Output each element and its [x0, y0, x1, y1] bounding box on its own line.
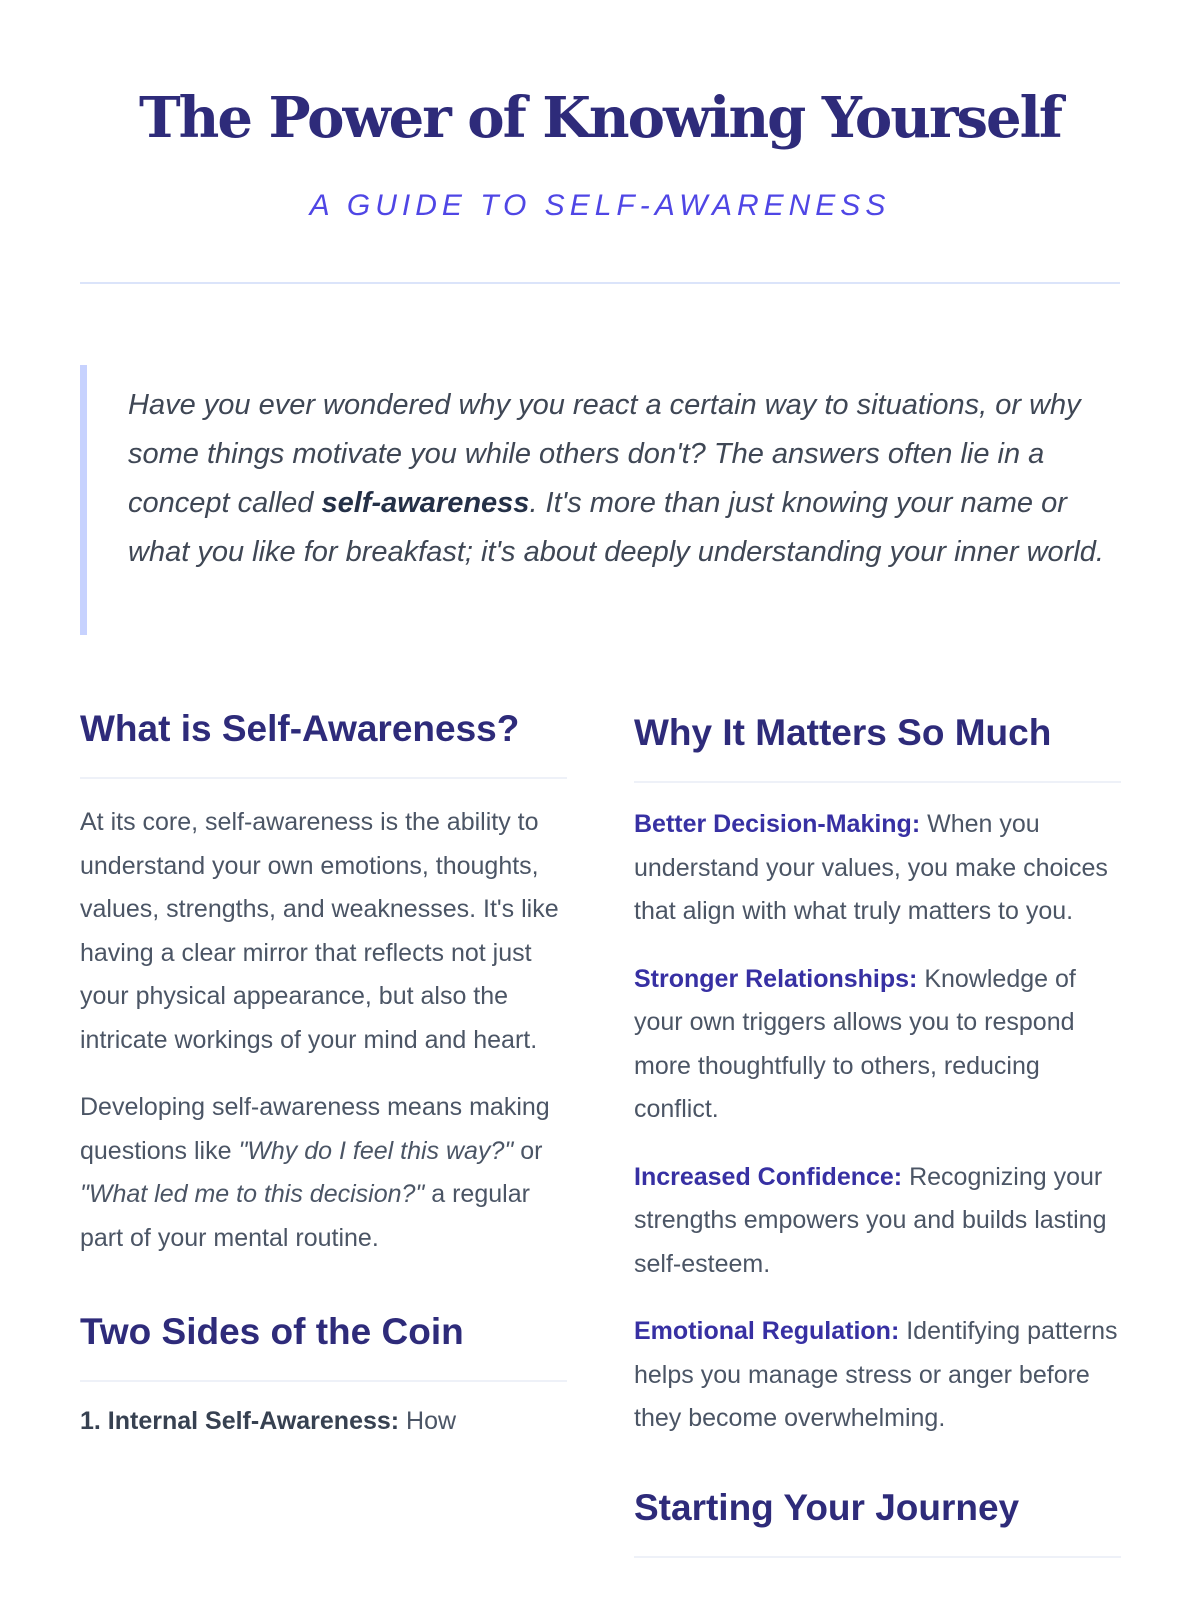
benefit-title: Emotional Regulation: — [634, 1317, 900, 1345]
benefit-text: Identifying patterns helps you manage stress or anger before they become overwhelming. — [634, 1317, 1118, 1432]
benefit-item — [634, 1310, 1121, 1441]
benefit-text: When you understand your values, you make choices that align with what truly matters to you. — [634, 810, 1108, 925]
intro-bold-term: self-awareness — [321, 487, 530, 519]
benefit-title: Stronger Relationships: — [634, 964, 918, 993]
section-heading-coin: Two Sides of the Coin — [80, 1295, 567, 1382]
what-p2-question-2: "What led me to this decision?" — [80, 1180, 425, 1208]
coin-item-1-label: 1. Internal Self-Awareness: — [80, 1407, 400, 1435]
what-paragraph-2 — [80, 1086, 567, 1260]
what-paragraph-1: At its core, self-awareness is the ability to understand your own emotions, thoughts, values, strengths, and weaknesses. It's like having a clear mirror that reflects not just your physical appearance, but also the intricate workings of your mind and heart. — [80, 808, 559, 1054]
section-heading-what: What is Self-Awareness? — [80, 692, 567, 779]
what-p2-question-1: "Why do I feel this way?" — [238, 1136, 514, 1165]
section-heading-why: Why It Matters So Much — [634, 696, 1121, 783]
what-p2-b: or — [513, 1136, 543, 1165]
page-title: The Power of Knowing Yourself — [138, 85, 1062, 151]
header-divider — [80, 282, 1120, 284]
what-p2-c: a regular part of your mental routine. — [80, 1180, 530, 1252]
coin-item-1 — [80, 1400, 567, 1444]
page-subtitle: A GUIDE TO SELF-AWARENESS — [309, 189, 891, 222]
coin-item-1-text: How — [399, 1407, 457, 1435]
benefit-item — [634, 958, 1121, 1132]
left-column — [80, 700, 567, 1444]
intro-text-before: Have you ever wondered why you react a certain way to situations, or why some things motivate you while others don't? The answers often lie in a concept called — [128, 389, 1081, 519]
what-p2-a: Developing self-awareness means making questions like — [80, 1093, 550, 1165]
right-column — [634, 700, 1121, 1558]
intro-quote — [80, 365, 1120, 635]
benefit-item — [634, 1156, 1121, 1287]
benefit-item — [634, 803, 1121, 934]
benefit-text: Knowledge of your own triggers allows you to respond more thoughtfully to others, reducing conflict. — [634, 964, 1076, 1123]
section-heading-journey: Starting Your Journey — [634, 1471, 1121, 1558]
benefit-title: Increased Confidence: — [634, 1162, 903, 1191]
intro-text-after: . It's more than just knowing your name or what you like for breakfast; it's about deeply understanding your inner world. — [128, 487, 1104, 568]
benefit-text: Recognizing your strengths empowers you and builds lasting self-esteem. — [634, 1162, 1107, 1278]
benefit-title: Better Decision-Making: — [634, 810, 921, 838]
